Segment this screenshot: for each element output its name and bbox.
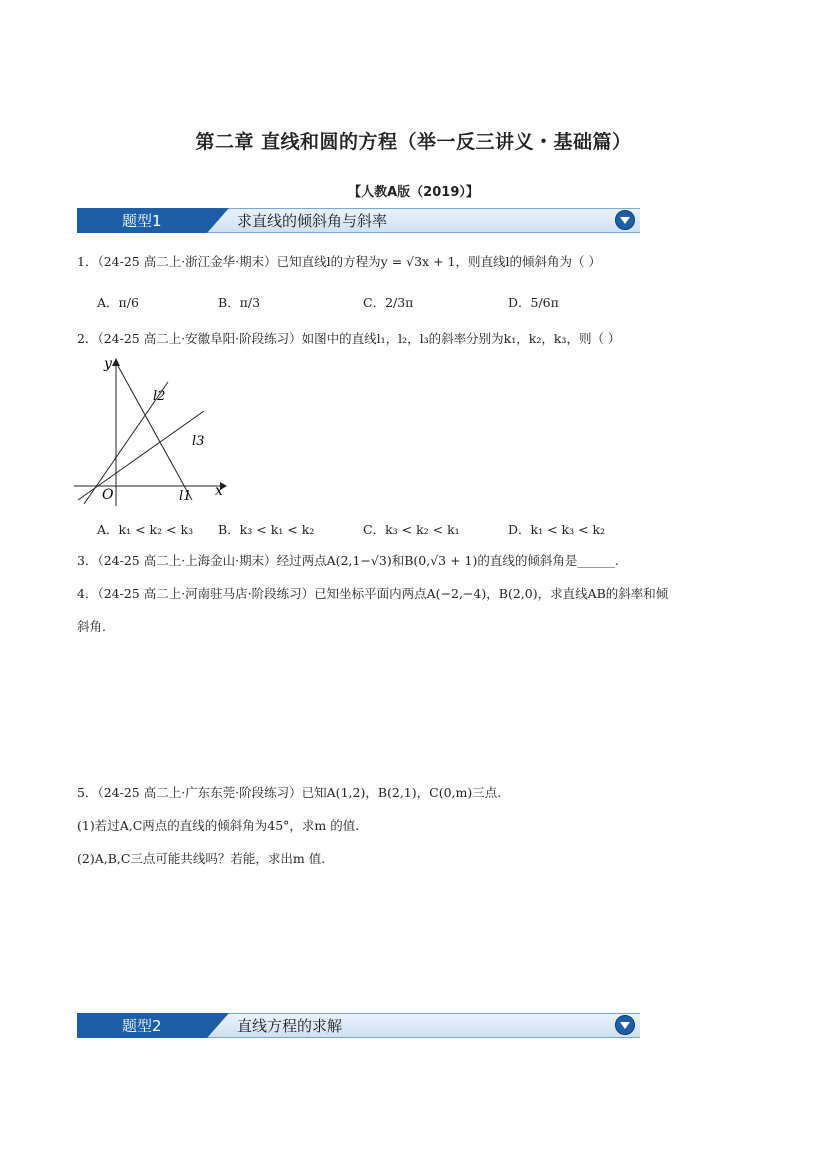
q2-option-a: A．k₁ < k₂ < k₃ — [97, 522, 194, 537]
question-4-text: 4．（24-25 高二上·河南驻马店·阶段练习）已知坐标平面内两点A(−2,−4)，B(2,0)，求直线AB的斜率和倾 — [77, 586, 669, 601]
section-banner-1 — [77, 208, 640, 233]
line-l1 — [118, 366, 192, 500]
question-3-text: 3．（24-25 高二上·上海金山·期末）经过两点A(2,1−√3)和B(0,√3 + 1)的直线的倾斜角是______. — [77, 553, 619, 568]
x-axis-label: x — [215, 483, 223, 499]
question-1-text: 1．（24-25 高二上·浙江金华·期末）已知直线l的方程为y = √3x + 1，则直线l的倾斜角为（ ） — [77, 254, 601, 269]
l1-label: l1 — [179, 489, 192, 504]
page-title: 第二章 直线和圆的方程（举一反三讲义・基础篇） — [195, 131, 632, 153]
q1-option-d: D．5/6π — [508, 295, 559, 310]
q1-option-c: C．2/3π — [363, 295, 414, 310]
lines-figure — [74, 354, 234, 506]
q2-option-c: C．k₃ < k₂ < k₁ — [363, 522, 460, 537]
question-5-text: 5．（24-25 高二上·广东东莞·阶段练习）已知A(1,2)，B(2,1)，C(0,m)三点. — [77, 785, 502, 800]
banner-notch — [207, 208, 229, 233]
section-tag: 题型2 — [122, 1017, 162, 1035]
question-2-text: 2．（24-25 高二上·安徽阜阳·阶段练习）如图中的直线l₁，l₂，l₃的斜率分别为k₁，k₂，k₃，则（ ） — [77, 331, 621, 346]
section-banner-2 — [77, 1013, 640, 1038]
l3-label: l3 — [192, 434, 205, 449]
chevron-down-icon[interactable] — [615, 210, 635, 230]
chevron-down-icon[interactable] — [615, 1015, 635, 1035]
section-tag: 题型1 — [122, 212, 162, 230]
q2-option-d: D．k₁ < k₃ < k₂ — [508, 522, 606, 537]
y-axis-arrow-icon — [112, 358, 120, 366]
q1-option-a: A．π/6 — [97, 295, 139, 310]
question-5-part-2: (2)A,B,C三点可能共线吗？若能，求出m 值. — [77, 851, 326, 866]
section-label: 求直线的倾斜角与斜率 — [237, 212, 388, 230]
q2-option-b: B．k₃ < k₁ < k₂ — [218, 522, 315, 537]
banner-notch — [207, 1013, 229, 1038]
origin-label: O — [102, 487, 114, 503]
page-subtitle: 【人教A版（2019）】 — [348, 185, 479, 200]
question-4-text-cont: 斜角. — [77, 619, 106, 634]
l2-label: l2 — [153, 389, 166, 404]
question-5-part-1: (1)若过A,C两点的直线的倾斜角为45°，求m 的值. — [77, 818, 360, 833]
q1-option-b: B．π/3 — [218, 295, 261, 310]
section-label: 直线方程的求解 — [237, 1017, 343, 1035]
y-axis-label: y — [104, 356, 112, 372]
